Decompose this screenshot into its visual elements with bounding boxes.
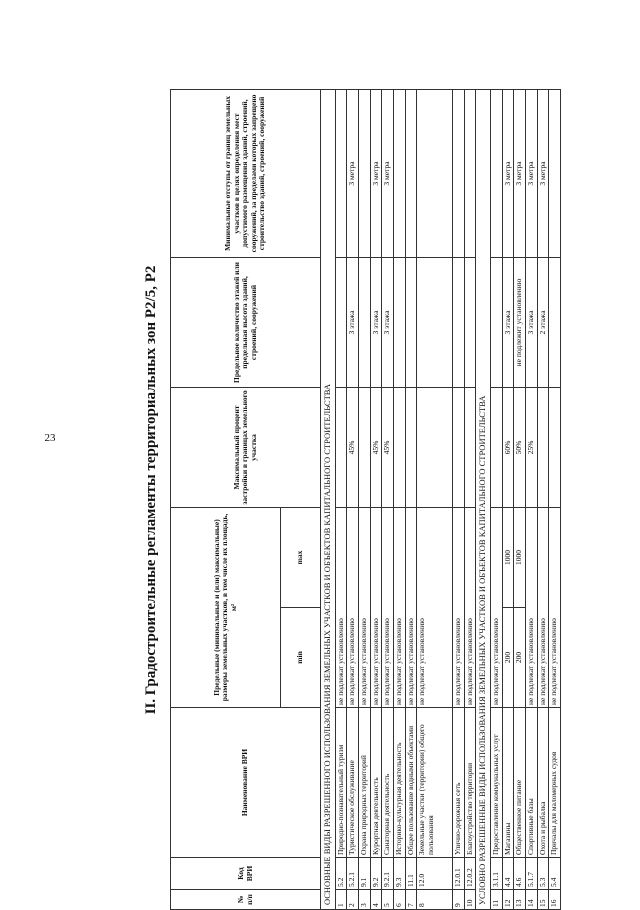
cell-size: не подлежат установлению xyxy=(537,507,549,707)
regulations-table-wrapper xyxy=(170,90,640,910)
cell-code: 4.4 xyxy=(502,858,514,890)
cell-code: 12.0.2 xyxy=(464,858,476,890)
cell-floors xyxy=(491,257,503,387)
table-row xyxy=(549,89,561,909)
page-number: 23 xyxy=(44,432,56,444)
table-row xyxy=(335,89,347,909)
cell-size: не подлежат установлению xyxy=(359,507,371,707)
cell-code: 5.3 xyxy=(537,858,549,890)
table-row xyxy=(393,89,405,909)
cell-code: 11.1 xyxy=(405,858,417,890)
cell-name: Охрана природных территорий xyxy=(359,708,371,858)
cell-percent: 50% xyxy=(514,387,526,507)
cell-percent xyxy=(537,387,549,507)
cell-num: 9 xyxy=(453,890,465,910)
cell-floors: 3 этажа xyxy=(347,257,359,387)
cell-name: Природно-познавательный туризм xyxy=(335,708,347,858)
document-title: II. Градостроительные регламенты территориальных зон Р2/5, Р2 xyxy=(143,265,159,715)
cell-name: Историко-культурная деятельность xyxy=(393,708,405,858)
cell-setback xyxy=(491,89,503,257)
cell-percent xyxy=(453,387,465,507)
cell-setback xyxy=(393,89,405,257)
cell-size: не подлежат установлению xyxy=(370,507,382,707)
cell-num: 5 xyxy=(382,890,394,910)
cell-setback: 3 метра xyxy=(526,89,538,257)
table-body xyxy=(321,89,561,909)
header-code: Код ВРИ xyxy=(171,858,321,890)
rotated-content xyxy=(80,90,640,910)
table-row xyxy=(537,89,549,909)
cell-code: 9.2 xyxy=(370,858,382,890)
cell-name: Туристическое обслуживание xyxy=(347,708,359,858)
cell-floors xyxy=(335,257,347,387)
cell-size: не подлежат установлению xyxy=(526,507,538,707)
cell-setback: 3 метра xyxy=(382,89,394,257)
cell-num: 2 xyxy=(347,890,359,910)
cell-name: Предоставление коммунальных услуг xyxy=(491,708,503,858)
cell-percent: 60% xyxy=(502,387,514,507)
cell-percent xyxy=(405,387,417,507)
cell-setback: 3 метра xyxy=(370,89,382,257)
table-row xyxy=(382,89,394,909)
cell-name: Причалы для маломерных судов xyxy=(549,708,561,858)
cell-code: 9.2.1 xyxy=(382,858,394,890)
cell-size: не подлежат установлению xyxy=(417,507,453,707)
section-main-heading: ОСНОВНЫЕ ВИДЫ РАЗРЕШЕННОГО ИСПОЛЬЗОВАНИЯ ЗЕМЕЛЬНЫХ УЧАСТКОВ И ОБЪЕКТОВ КАПИТАЛЬНОГО СТРОИТЕЛЬСТВА xyxy=(321,89,336,909)
cell-code: 5.2 xyxy=(335,858,347,890)
cell-floors xyxy=(393,257,405,387)
cell-floors xyxy=(453,257,465,387)
cell-code: 4.6 xyxy=(514,858,526,890)
header-floors: Предельное количество этажей или предельная высота зданий, строений, сооружений xyxy=(171,257,321,387)
cell-num: 7 xyxy=(405,890,417,910)
cell-percent xyxy=(359,387,371,507)
cell-percent xyxy=(464,387,476,507)
table-row xyxy=(359,89,371,909)
cell-setback xyxy=(405,89,417,257)
cell-code: 12.0 xyxy=(417,858,453,890)
header-setback: Минимальные отступы от границ земельных участков в целях определения мест допустимого размещения зданий, строений, сооружений, за пределами которых запрещено строительство зданий, строений, сооружений xyxy=(171,89,321,257)
cell-name: Охота и рыбалка xyxy=(537,708,549,858)
cell-code: 5.4 xyxy=(549,858,561,890)
cell-setback xyxy=(417,89,453,257)
cell-min: 200 xyxy=(502,608,514,708)
cell-name: Спортивные базы xyxy=(526,708,538,858)
table-row xyxy=(453,89,465,909)
table-row xyxy=(514,89,526,909)
cell-size: не подлежат установлению xyxy=(491,507,503,707)
cell-min: 200 xyxy=(514,608,526,708)
cell-floors xyxy=(549,257,561,387)
cell-floors: 3 этажа xyxy=(526,257,538,387)
table-row xyxy=(417,89,453,909)
cell-max: 1000 xyxy=(502,507,514,607)
cell-num: 11 xyxy=(491,890,503,910)
cell-name: Курортная деятельность xyxy=(370,708,382,858)
cell-floors: 2 этажа xyxy=(537,257,549,387)
table-row xyxy=(370,89,382,909)
cell-floors xyxy=(417,257,453,387)
cell-code: 12.0.1 xyxy=(453,858,465,890)
table-row xyxy=(347,89,359,909)
table-row xyxy=(491,89,503,909)
cell-setback xyxy=(335,89,347,257)
header-size: Предельные (минимальные и (или) максимальные) размеры земельных участков, в том числе их площадь, м² xyxy=(171,507,281,707)
cell-percent xyxy=(549,387,561,507)
cell-setback xyxy=(464,89,476,257)
table-row xyxy=(464,89,476,909)
table-row xyxy=(526,89,538,909)
cell-size: не подлежат установлению xyxy=(347,507,359,707)
cell-floors xyxy=(359,257,371,387)
header-percent: Максимальный процент застройки в границах земельного участка xyxy=(171,387,321,507)
cell-code: 5.1.7 xyxy=(526,858,538,890)
cell-num: 8 xyxy=(417,890,453,910)
cell-num: 4 xyxy=(370,890,382,910)
header-min: min xyxy=(281,608,321,708)
cell-floors: 3 этажа xyxy=(502,257,514,387)
cell-floors: не подлежит установлению xyxy=(514,257,526,387)
cell-num: 3 xyxy=(359,890,371,910)
cell-floors xyxy=(405,257,417,387)
cell-percent: 25% xyxy=(526,387,538,507)
cell-code: 9.3 xyxy=(393,858,405,890)
cell-name: Улично-дорожная сеть xyxy=(453,708,465,858)
cell-name: Общее пользование водными объектами xyxy=(405,708,417,858)
cell-code: 5.2.1 xyxy=(347,858,359,890)
regulations-table xyxy=(170,89,561,910)
cell-num: 16 xyxy=(549,890,561,910)
cell-floors xyxy=(464,257,476,387)
cell-setback xyxy=(549,89,561,257)
cell-percent xyxy=(393,387,405,507)
cell-floors: 3 этажа xyxy=(382,257,394,387)
cell-num: 10 xyxy=(464,890,476,910)
cell-floors: 3 этажа xyxy=(370,257,382,387)
cell-name: Санаторная деятельность xyxy=(382,708,394,858)
cell-setback: 3 метра xyxy=(537,89,549,257)
cell-percent xyxy=(335,387,347,507)
cell-max: 1000 xyxy=(514,507,526,607)
table-row xyxy=(405,89,417,909)
cell-num: 6 xyxy=(393,890,405,910)
cell-size: не подлежат установлению xyxy=(453,507,465,707)
cell-setback xyxy=(453,89,465,257)
cell-size: не подлежат установлению xyxy=(549,507,561,707)
cell-size: не подлежат установлению xyxy=(382,507,394,707)
cell-percent: 45% xyxy=(382,387,394,507)
cell-name: Общественное питание xyxy=(514,708,526,858)
cell-code: 9.1 xyxy=(359,858,371,890)
cell-size: не подлежат установлению xyxy=(464,507,476,707)
cell-name: Благоустройство территории xyxy=(464,708,476,858)
header-name: Наименование ВРИ xyxy=(171,708,321,858)
cell-size: не подлежат установлению xyxy=(405,507,417,707)
cell-setback xyxy=(359,89,371,257)
cell-num: 14 xyxy=(526,890,538,910)
cell-setback: 3 метра xyxy=(347,89,359,257)
cell-name: Земельные участки (территории) общего пользования xyxy=(417,708,453,858)
section-conditional-heading: УСЛОВНО РАЗРЕШЕННЫЕ ВИДЫ ИСПОЛЬЗОВАНИЯ ЗЕМЕЛЬНЫХ УЧАСТКОВ И ОБЪЕКТОВ КАПИТАЛЬНОГО СТРОИТЕЛЬСТВА xyxy=(476,89,491,909)
cell-num: 15 xyxy=(537,890,549,910)
cell-num: 13 xyxy=(514,890,526,910)
cell-percent: 45% xyxy=(347,387,359,507)
cell-num: 12 xyxy=(502,890,514,910)
cell-code: 3.1.1 xyxy=(491,858,503,890)
cell-percent xyxy=(417,387,453,507)
cell-percent: 45% xyxy=(370,387,382,507)
header-num: № п/п xyxy=(171,890,321,910)
header-max: max xyxy=(281,507,321,607)
cell-percent xyxy=(491,387,503,507)
cell-setback: 3 метра xyxy=(514,89,526,257)
table-row xyxy=(502,89,514,909)
cell-num: 1 xyxy=(335,890,347,910)
cell-size: не подлежат установлению xyxy=(335,507,347,707)
cell-name: Магазины xyxy=(502,708,514,858)
cell-setback: 3 метра xyxy=(502,89,514,257)
cell-size: не подлежат установлению xyxy=(393,507,405,707)
